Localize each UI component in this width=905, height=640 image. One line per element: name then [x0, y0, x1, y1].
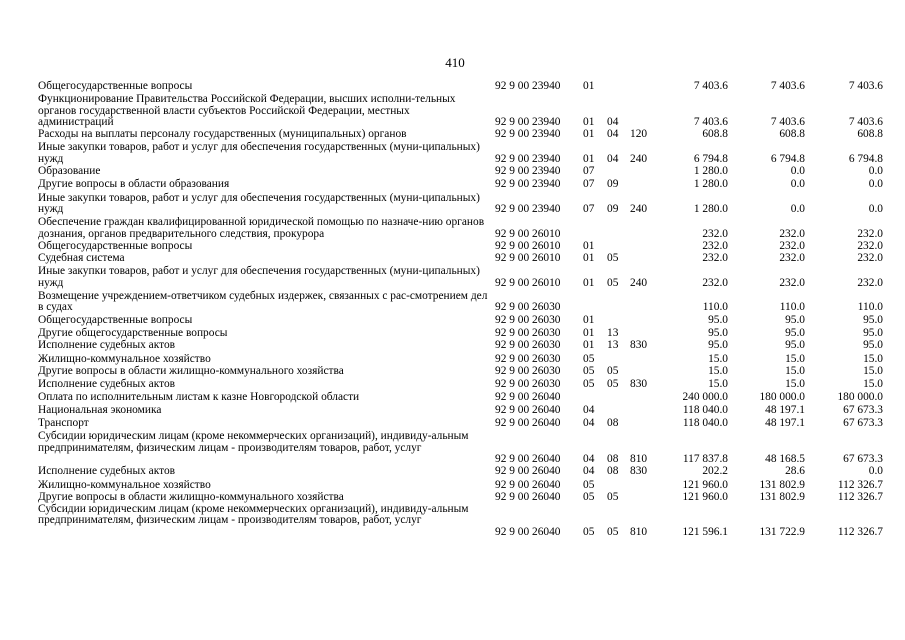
row-value-2: 232.0: [779, 227, 805, 240]
row-value-2: 7 403.6: [770, 115, 805, 128]
row-expense-type: 120: [630, 128, 648, 141]
row-target-code: 92 9 00 23940: [495, 80, 561, 92]
table-row: [0, 466, 905, 477]
row-name: Исполнение судебных актов: [38, 465, 176, 478]
row-value-3: 7 403.6: [848, 115, 883, 128]
row-value-2: 15.0: [785, 364, 805, 377]
row-value-1: 121 960.0: [682, 490, 728, 503]
row-name: Общегосударственные вопросы: [38, 80, 193, 92]
row-value-2: 95.0: [785, 313, 805, 326]
row-value-2: 15.0: [785, 352, 805, 365]
row-section: 07: [583, 178, 595, 191]
row-target-code: 92 9 00 26030: [495, 326, 561, 339]
row-value-1: 95.0: [708, 339, 728, 352]
row-subsection: 05: [607, 252, 619, 265]
row-target-code: 92 9 00 26040: [495, 478, 561, 491]
row-subsection: 05: [607, 276, 619, 289]
row-value-3: 7 403.6: [848, 80, 883, 92]
row-value-3: 0.0: [868, 202, 883, 215]
row-section: 04: [583, 452, 595, 465]
row-value-2: 131 722.9: [759, 525, 805, 538]
row-target-code: 92 9 00 26010: [495, 239, 561, 252]
row-value-3: 112 326.7: [837, 478, 883, 491]
row-value-2: 0.0: [790, 202, 805, 215]
row-value-3: 0.0: [868, 465, 883, 478]
row-value-2: 180 000.0: [759, 391, 805, 404]
row-target-code: 92 9 00 26030: [495, 301, 561, 314]
row-expense-type: 810: [630, 452, 648, 465]
row-target-code: 92 9 00 26030: [495, 313, 561, 326]
row-value-2: 0.0: [790, 165, 805, 178]
row-section: 05: [583, 364, 595, 377]
row-value-1: 608.8: [702, 128, 728, 141]
row-value-1: 1 280.0: [693, 165, 728, 178]
table-row: [0, 504, 905, 538]
row-expense-type: 830: [630, 339, 648, 352]
row-name: Другие вопросы в области жилищно-коммунального хозяйства: [38, 364, 344, 377]
table-row: [0, 179, 905, 190]
table-row: [0, 492, 905, 503]
row-value-1: 15.0: [708, 364, 728, 377]
row-expense-type: 240: [630, 202, 648, 215]
row-section: 01: [583, 128, 595, 141]
budget-table: [0, 81, 905, 538]
row-value-2: 48 197.1: [765, 403, 805, 416]
row-target-code: 92 9 00 26040: [495, 391, 561, 404]
row-value-2: 131 802.9: [759, 490, 805, 503]
table-row: [0, 392, 905, 403]
row-target-code: 92 9 00 26040: [495, 490, 561, 503]
row-section: 05: [583, 378, 595, 391]
row-value-3: 67 673.3: [843, 403, 883, 416]
row-value-3: 608.8: [857, 128, 883, 141]
table-row: [0, 480, 905, 491]
row-subsection: 04: [607, 115, 619, 128]
row-subsection: 05: [607, 364, 619, 377]
row-value-1: 232.0: [702, 252, 728, 265]
row-name: Субсидии юридическим лицам (кроме некоммерческих организаций), индивиду-альным предпринимателям, физическим лицам - производителям товаров, работ, услуг: [38, 503, 469, 527]
row-value-2: 6 794.8: [770, 152, 805, 165]
row-value-1: 1 280.0: [693, 202, 728, 215]
row-value-2: 28.6: [785, 465, 805, 478]
row-value-2: 110.0: [779, 301, 805, 314]
row-value-3: 15.0: [863, 378, 883, 391]
row-value-3: 6 794.8: [848, 152, 883, 165]
row-value-3: 67 673.3: [843, 452, 883, 465]
row-section: 05: [583, 352, 595, 365]
row-value-1: 95.0: [708, 326, 728, 339]
table-row: [0, 94, 905, 128]
row-value-1: 118 040.0: [682, 403, 728, 416]
row-value-3: 0.0: [868, 165, 883, 178]
row-name: Исполнение судебных актов: [38, 339, 176, 352]
row-name: Расходы на выплаты персоналу государственных (муниципальных) органов: [38, 128, 407, 141]
row-value-1: 95.0: [708, 313, 728, 326]
table-row: [0, 431, 905, 465]
table-row: [0, 379, 905, 390]
row-name: Транспорт: [38, 417, 89, 430]
row-value-2: 608.8: [779, 128, 805, 141]
row-section: 01: [583, 326, 595, 339]
row-value-3: 95.0: [863, 339, 883, 352]
row-value-1: 15.0: [708, 378, 728, 391]
row-target-code: 92 9 00 26030: [495, 352, 561, 365]
row-subsection: 05: [607, 490, 619, 503]
row-value-3: 67 673.3: [843, 417, 883, 430]
table-row: [0, 166, 905, 177]
row-value-3: 15.0: [863, 352, 883, 365]
row-section: 01: [583, 252, 595, 265]
row-target-code: 92 9 00 26030: [495, 339, 561, 352]
row-section: 05: [583, 525, 595, 538]
row-section: 05: [583, 478, 595, 491]
row-value-2: 48 197.1: [765, 417, 805, 430]
row-name: Исполнение судебных актов: [38, 378, 176, 391]
row-target-code: 92 9 00 26040: [495, 417, 561, 430]
row-target-code: 92 9 00 26010: [495, 252, 561, 265]
table-row: [0, 328, 905, 339]
row-section: 01: [583, 115, 595, 128]
row-section: 01: [583, 339, 595, 352]
row-subsection: 05: [607, 378, 619, 391]
row-value-1: 117 837.8: [682, 452, 728, 465]
row-section: 01: [583, 239, 595, 252]
row-value-2: 15.0: [785, 378, 805, 391]
row-value-1: 202.2: [702, 465, 728, 478]
row-expense-type: 240: [630, 276, 648, 289]
row-subsection: 04: [607, 128, 619, 141]
row-value-1: 121 596.1: [682, 525, 728, 538]
row-subsection: 13: [607, 326, 619, 339]
row-subsection: 05: [607, 525, 619, 538]
row-value-2: 232.0: [779, 239, 805, 252]
table-row: [0, 193, 905, 216]
row-target-code: 92 9 00 23940: [495, 115, 561, 128]
row-value-3: 232.0: [857, 252, 883, 265]
row-section: 01: [583, 276, 595, 289]
row-name: Иные закупки товаров, работ и услуг для обеспечения государственных (муни-ципальных) нужд: [38, 191, 480, 215]
row-expense-type: 830: [630, 465, 648, 478]
row-value-3: 232.0: [857, 276, 883, 289]
row-name: Другие вопросы в области образования: [38, 178, 230, 191]
row-value-3: 232.0: [857, 239, 883, 252]
row-section: 05: [583, 490, 595, 503]
table-row: [0, 291, 905, 314]
row-value-3: 112 326.7: [837, 525, 883, 538]
row-name: Другие общегосударственные вопросы: [38, 326, 228, 339]
row-value-1: 232.0: [702, 239, 728, 252]
row-subsection: 09: [607, 178, 619, 191]
row-name: Субсидии юридическим лицам (кроме некоммерческих организаций), индивиду-альным предпринимателям, физическим лицам - производителям товаров, работ, услуг: [38, 430, 469, 454]
row-target-code: 92 9 00 26040: [495, 525, 561, 538]
row-target-code: 92 9 00 26030: [495, 364, 561, 377]
row-value-3: 15.0: [863, 364, 883, 377]
row-section: 04: [583, 403, 595, 416]
row-value-2: 7 403.6: [770, 80, 805, 92]
row-name: Жилищно-коммунальное хозяйство: [38, 352, 211, 365]
row-value-1: 15.0: [708, 352, 728, 365]
table-row: [0, 142, 905, 165]
row-name: Функционирование Правительства Российской Федерации, высших исполни-тельных органов государственной власти субъектов Российской Федерации, местных администраций: [38, 93, 456, 128]
table-row: [0, 241, 905, 252]
row-target-code: 92 9 00 26010: [495, 227, 561, 240]
row-expense-type: 240: [630, 152, 648, 165]
row-name: Обеспечение граждан квалифицированной юридической помощью по назначе-нию органов дознания, органов предварительного следствия, прокурора: [38, 216, 485, 240]
row-value-3: 95.0: [863, 326, 883, 339]
row-target-code: 92 9 00 26040: [495, 465, 561, 478]
table-row: [0, 81, 905, 92]
row-section: 01: [583, 80, 595, 92]
table-row: [0, 217, 905, 240]
row-value-1: 240 000.0: [682, 391, 728, 404]
row-value-1: 110.0: [702, 301, 728, 314]
row-value-3: 110.0: [857, 301, 883, 314]
row-value-1: 121 960.0: [682, 478, 728, 491]
row-target-code: 92 9 00 23940: [495, 128, 561, 141]
row-value-2: 95.0: [785, 339, 805, 352]
row-section: 01: [583, 313, 595, 326]
row-section: 04: [583, 417, 595, 430]
row-expense-type: 810: [630, 525, 648, 538]
row-name: Возмещение учреждением-ответчиком судебных издержек, связанных с рас-смотрением дел в судах: [38, 290, 488, 314]
row-value-1: 232.0: [702, 276, 728, 289]
row-subsection: 09: [607, 202, 619, 215]
table-row: [0, 366, 905, 377]
row-name: Жилищно-коммунальное хозяйство: [38, 478, 211, 491]
row-value-1: 7 403.6: [693, 80, 728, 92]
row-value-2: 232.0: [779, 252, 805, 265]
row-value-2: 131 802.9: [759, 478, 805, 491]
table-row: [0, 418, 905, 429]
row-name: Общегосударственные вопросы: [38, 239, 193, 252]
row-value-2: 48 168.5: [765, 452, 805, 465]
row-value-2: 95.0: [785, 326, 805, 339]
table-row: [0, 354, 905, 365]
row-target-code: 92 9 00 23940: [495, 178, 561, 191]
row-value-2: 0.0: [790, 178, 805, 191]
row-value-3: 180 000.0: [837, 391, 883, 404]
row-section: 01: [583, 152, 595, 165]
row-name: Другие вопросы в области жилищно-коммунального хозяйства: [38, 490, 344, 503]
row-subsection: 08: [607, 452, 619, 465]
row-name: Оплата по исполнительным листам к казне Новгородской области: [38, 391, 360, 404]
row-target-code: 92 9 00 23940: [495, 202, 561, 215]
row-value-1: 1 280.0: [693, 178, 728, 191]
table-row: [0, 266, 905, 289]
row-target-code: 92 9 00 26040: [495, 452, 561, 465]
table-row: [0, 315, 905, 326]
row-value-3: 232.0: [857, 227, 883, 240]
row-expense-type: 830: [630, 378, 648, 391]
row-value-1: 7 403.6: [693, 115, 728, 128]
row-value-3: 0.0: [868, 178, 883, 191]
row-section: 07: [583, 165, 595, 178]
row-target-code: 92 9 00 26040: [495, 403, 561, 416]
row-value-2: 232.0: [779, 276, 805, 289]
row-name: Иные закупки товаров, работ и услуг для обеспечения государственных (муни-ципальных) нужд: [38, 265, 480, 289]
row-value-1: 6 794.8: [693, 152, 728, 165]
table-row: [0, 405, 905, 416]
row-target-code: 92 9 00 23940: [495, 165, 561, 178]
row-subsection: 13: [607, 339, 619, 352]
row-subsection: 08: [607, 465, 619, 478]
row-name: Судебная система: [38, 252, 125, 265]
table-row: [0, 253, 905, 264]
row-name: Образование: [38, 165, 101, 178]
row-value-1: 232.0: [702, 227, 728, 240]
row-section: 07: [583, 202, 595, 215]
page-number: 410: [445, 55, 465, 70]
row-target-code: 92 9 00 23940: [495, 152, 561, 165]
row-name: Общегосударственные вопросы: [38, 313, 193, 326]
table-row: [0, 129, 905, 140]
table-row: [0, 340, 905, 351]
row-value-1: 118 040.0: [682, 417, 728, 430]
row-value-3: 95.0: [863, 313, 883, 326]
row-name: Национальная экономика: [38, 403, 162, 416]
row-target-code: 92 9 00 26010: [495, 276, 561, 289]
row-subsection: 08: [607, 417, 619, 430]
row-subsection: 04: [607, 152, 619, 165]
row-name: Иные закупки товаров, работ и услуг для обеспечения государственных (муни-ципальных) нужд: [38, 141, 480, 165]
row-section: 04: [583, 465, 595, 478]
row-target-code: 92 9 00 26030: [495, 378, 561, 391]
row-value-3: 112 326.7: [837, 490, 883, 503]
